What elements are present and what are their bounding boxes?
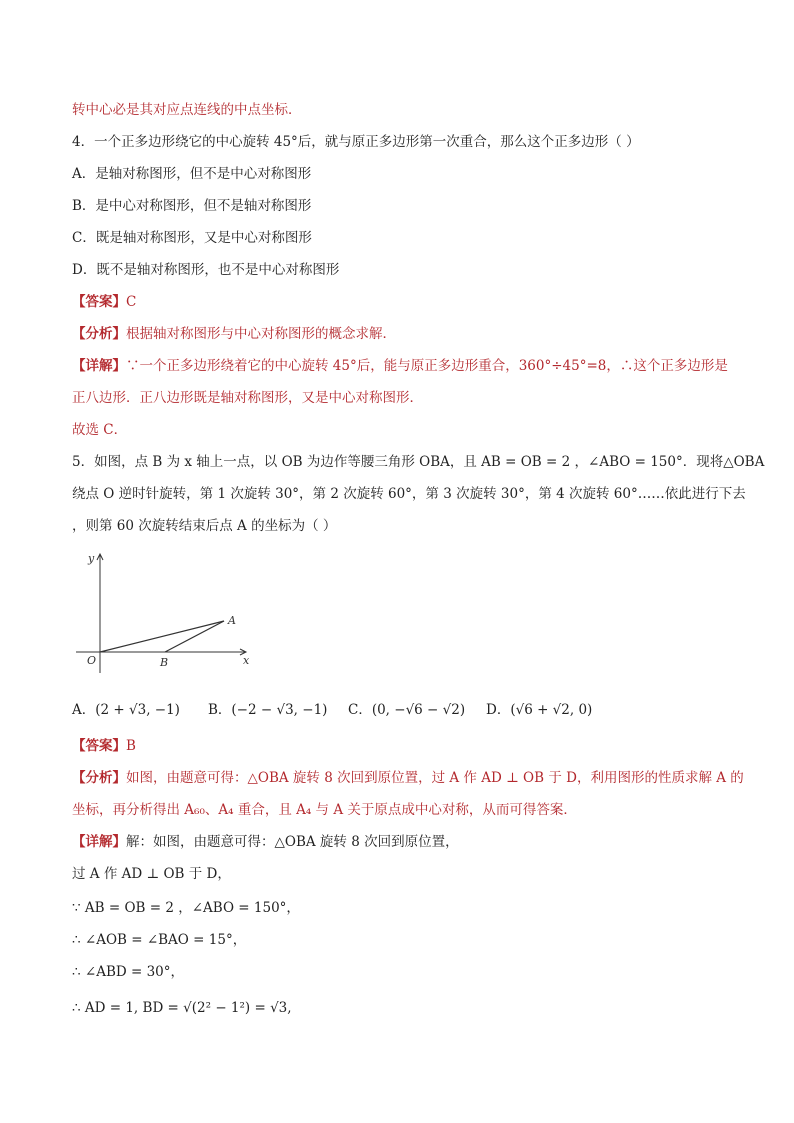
- q5-analysis-2: 坐标，再分析得出 A₆₀、A₄ 重合，且 A₄ 与 A 关于原点成中心对称，从而可得答案．: [72, 802, 577, 818]
- q4-conclusion: 故选 C．: [72, 422, 128, 438]
- q4-detail-1: [72, 356, 728, 376]
- detail-text: ∵一个正多边形绕着它的中心旋转 45°后，能与原正多边形重合，360°÷45°=8，∴这个正多边形是: [126, 358, 728, 374]
- q4-option-a: A．是轴对称图形，但不是中心对称图形: [72, 166, 312, 182]
- answer-label: 【答案】: [72, 294, 126, 310]
- point-b-label: B: [160, 656, 169, 669]
- q5-stem-1: 5．如图，点 B 为 x 轴上一点，以 OB 为边作等腰三角形 OBA，且 AB = OB = 2 ，∠ABO = 150°．现将△OBA: [72, 454, 765, 470]
- segment-ba: [165, 621, 224, 652]
- x-label: x: [243, 654, 250, 667]
- y-label: y: [88, 552, 95, 565]
- analysis-text: 如图，由题意可得：△OBA 旋转 8 次回到原位置，过 A 作 AD ⊥ OB 于 D，利用图形的性质求解 A 的: [126, 770, 744, 786]
- q5-option-c: C．(0, −√6 − √2): [348, 702, 466, 718]
- q5-stem-3: ，则第 60 次旋转结束后点 A 的坐标为（ ）: [72, 518, 337, 534]
- q5-step-4: ∴ ∠ABD = 30°，: [72, 964, 185, 980]
- answer-label: 【答案】: [72, 738, 126, 754]
- answer-value: B: [126, 738, 136, 754]
- answer-value: C: [126, 294, 137, 310]
- q4-analysis: [72, 324, 396, 344]
- analysis-label: 【分析】: [72, 770, 126, 786]
- q4-answer: [72, 292, 136, 312]
- q4-option-d: D．既不是轴对称图形，也不是中心对称图形: [72, 262, 340, 278]
- q5-option-b: B．(−2 − √3, −1): [208, 702, 328, 718]
- origin-label: O: [87, 654, 97, 667]
- q4-option-c: C．既是轴对称图形，又是中心对称图形: [72, 230, 312, 246]
- detail-label: 【详解】: [72, 358, 126, 374]
- segment-oa: [100, 621, 224, 652]
- point-a-label: A: [228, 614, 236, 627]
- q5-stem-2: 绕点 O 逆时针旋转，第 1 次旋转 30°，第 2 次旋转 60°，第 3 次旋转 30°，第 4 次旋转 60°……依此进行下去: [72, 486, 746, 502]
- detail-text: 解：如图，由题意可得：△OBA 旋转 8 次回到原位置，: [126, 834, 459, 850]
- q4-detail-2: 正八边形．正八边形既是轴对称图形，又是中心对称图形．: [72, 390, 423, 406]
- intro-line: 转中心必是其对应点连线的中点坐标．: [72, 102, 302, 118]
- q5-step-2: ∵ AB = OB = 2 ，∠ABO = 150°，: [72, 900, 300, 916]
- detail-label: 【详解】: [72, 834, 126, 850]
- q5-figure: [70, 548, 270, 678]
- q5-detail-1: [72, 832, 459, 852]
- analysis-label: 【分析】: [72, 326, 126, 342]
- q5-option-a: A．(2 + √3, −1): [72, 702, 180, 718]
- q4-stem: 4．一个正多边形绕它的中心旋转 45°后，就与原正多边形第一次重合，那么这个正多边形（ ）: [72, 134, 640, 150]
- q5-option-d: D．(√6 + √2, 0): [486, 702, 593, 718]
- q5-step-5: ∴ AD = 1, BD = √(2² − 1²) = √3,: [72, 1000, 292, 1016]
- q5-step-3: ∴ ∠AOB = ∠BAO = 15°，: [72, 932, 247, 948]
- q5-answer: [72, 736, 136, 756]
- q5-analysis-1: [72, 768, 744, 788]
- q4-option-b: B．是中心对称图形，但不是轴对称图形: [72, 198, 312, 214]
- q5-step-1: 过 A 作 AD ⊥ OB 于 D，: [72, 866, 231, 882]
- analysis-text: 根据轴对称图形与中心对称图形的概念求解．: [126, 326, 396, 342]
